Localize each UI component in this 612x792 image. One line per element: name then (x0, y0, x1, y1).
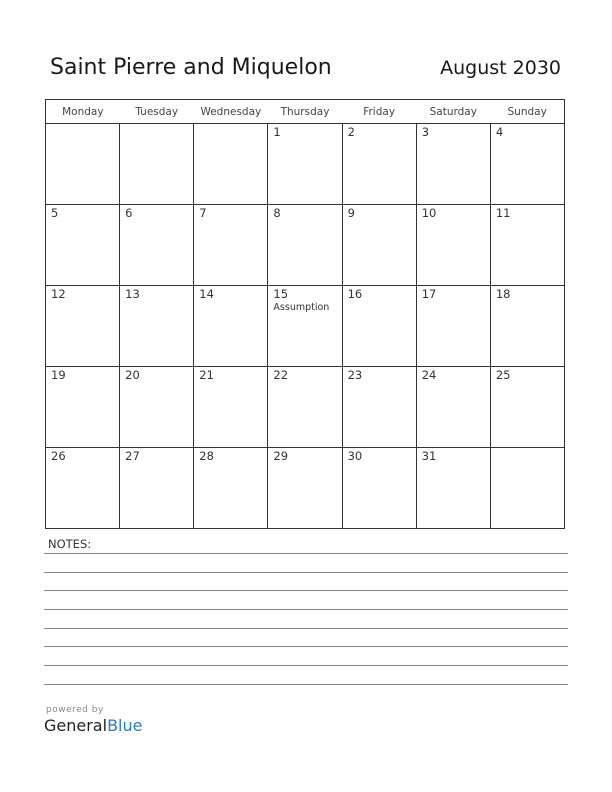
day-number: 22 (273, 368, 289, 382)
calendar-day-cell (194, 448, 268, 529)
notes-label: NOTES: (48, 537, 92, 551)
calendar-week-row (46, 286, 565, 367)
generalblue-logo (44, 716, 142, 735)
weekday-header-row (46, 100, 565, 124)
weekday-wednesday: Wednesday (194, 100, 268, 124)
day-number: 23 (347, 368, 363, 382)
day-number: 25 (495, 368, 511, 382)
calendar-day-cell (194, 286, 268, 367)
notes-line (44, 628, 568, 629)
calendar-month-title: August 2030 (440, 57, 561, 79)
powered-by-text: powered by (46, 705, 104, 715)
day-number: 20 (125, 368, 140, 382)
calendar-day-cell (416, 448, 490, 529)
day-number: 2 (347, 125, 355, 139)
day-number: 17 (421, 287, 437, 301)
calendar-day-cell (342, 205, 416, 286)
day-number: 29 (273, 449, 289, 463)
calendar-day-cell (268, 367, 342, 448)
day-number: 26 (51, 449, 66, 463)
day-number: 27 (125, 449, 140, 463)
calendar-day-cell (416, 205, 490, 286)
calendar-grid (45, 99, 565, 529)
notes-line (44, 646, 568, 647)
day-number: 21 (199, 368, 214, 382)
calendar-day-cell (342, 448, 416, 529)
calendar-week-row (46, 448, 565, 529)
calendar-day-cell (490, 124, 564, 205)
day-number: 28 (199, 449, 214, 463)
calendar-day-cell (46, 124, 120, 205)
weekday-monday: Monday (46, 100, 120, 124)
logo-general: General (44, 716, 108, 735)
day-number: 24 (421, 368, 437, 382)
calendar-day-cell (120, 367, 194, 448)
calendar-day-cell (268, 448, 342, 529)
calendar-day-cell (416, 286, 490, 367)
day-number: 31 (421, 449, 437, 463)
calendar-day-cell (120, 286, 194, 367)
day-number: 10 (421, 206, 437, 220)
calendar-week-row (46, 205, 565, 286)
day-number: 6 (125, 206, 133, 220)
notes-line (44, 665, 568, 666)
weekday-tuesday: Tuesday (120, 100, 194, 124)
calendar-day-cell (342, 367, 416, 448)
calendar-day-cell (194, 367, 268, 448)
calendar-day-cell (268, 286, 342, 367)
day-number: 3 (421, 125, 430, 139)
calendar-day-cell (120, 124, 194, 205)
day-number: 15 (273, 287, 289, 301)
day-number: 9 (347, 206, 355, 220)
day-number: 12 (51, 287, 66, 301)
calendar-day-cell (194, 124, 268, 205)
day-number: 13 (125, 287, 140, 301)
calendar-day-cell (268, 205, 342, 286)
calendar-day-cell (194, 205, 268, 286)
day-number: 8 (273, 206, 281, 220)
notes-line (44, 609, 568, 610)
holiday-label: Assumption (273, 302, 330, 313)
notes-line (44, 684, 568, 685)
calendar-day-cell (490, 205, 564, 286)
calendar-day-cell (46, 205, 120, 286)
weekday-saturday: Saturday (416, 100, 490, 124)
day-number: 18 (495, 287, 511, 301)
day-number: 30 (347, 449, 363, 463)
weekday-friday: Friday (342, 100, 416, 124)
calendar-week-row (46, 124, 565, 205)
notes-line (44, 572, 568, 573)
calendar-day-cell (490, 286, 564, 367)
calendar-week-row (46, 367, 565, 448)
day-number: 7 (199, 206, 207, 220)
calendar-day-cell (46, 367, 120, 448)
calendar-day-cell (490, 448, 564, 529)
day-number: 5 (51, 206, 59, 220)
day-number: 14 (199, 287, 214, 301)
day-number: 16 (347, 287, 363, 301)
day-number: 19 (51, 368, 66, 382)
calendar-day-cell (342, 286, 416, 367)
calendar-day-cell (120, 205, 194, 286)
day-number: 11 (495, 206, 511, 220)
weekday-thursday: Thursday (268, 100, 342, 124)
calendar-country-title: Saint Pierre and Miquelon (50, 55, 332, 80)
notes-line (44, 553, 568, 554)
calendar-day-cell (46, 448, 120, 529)
day-number: 4 (495, 125, 504, 139)
notes-line (44, 590, 568, 591)
calendar-body (46, 124, 565, 529)
logo-blue: Blue (107, 716, 143, 735)
calendar-day-cell (46, 286, 120, 367)
calendar-day-cell (268, 124, 342, 205)
weekday-sunday: Sunday (490, 100, 564, 124)
calendar-day-cell (120, 448, 194, 529)
day-number: 1 (273, 125, 281, 139)
calendar-day-cell (342, 124, 416, 205)
calendar-day-cell (416, 367, 490, 448)
calendar-day-cell (416, 124, 490, 205)
calendar-day-cell (490, 367, 564, 448)
